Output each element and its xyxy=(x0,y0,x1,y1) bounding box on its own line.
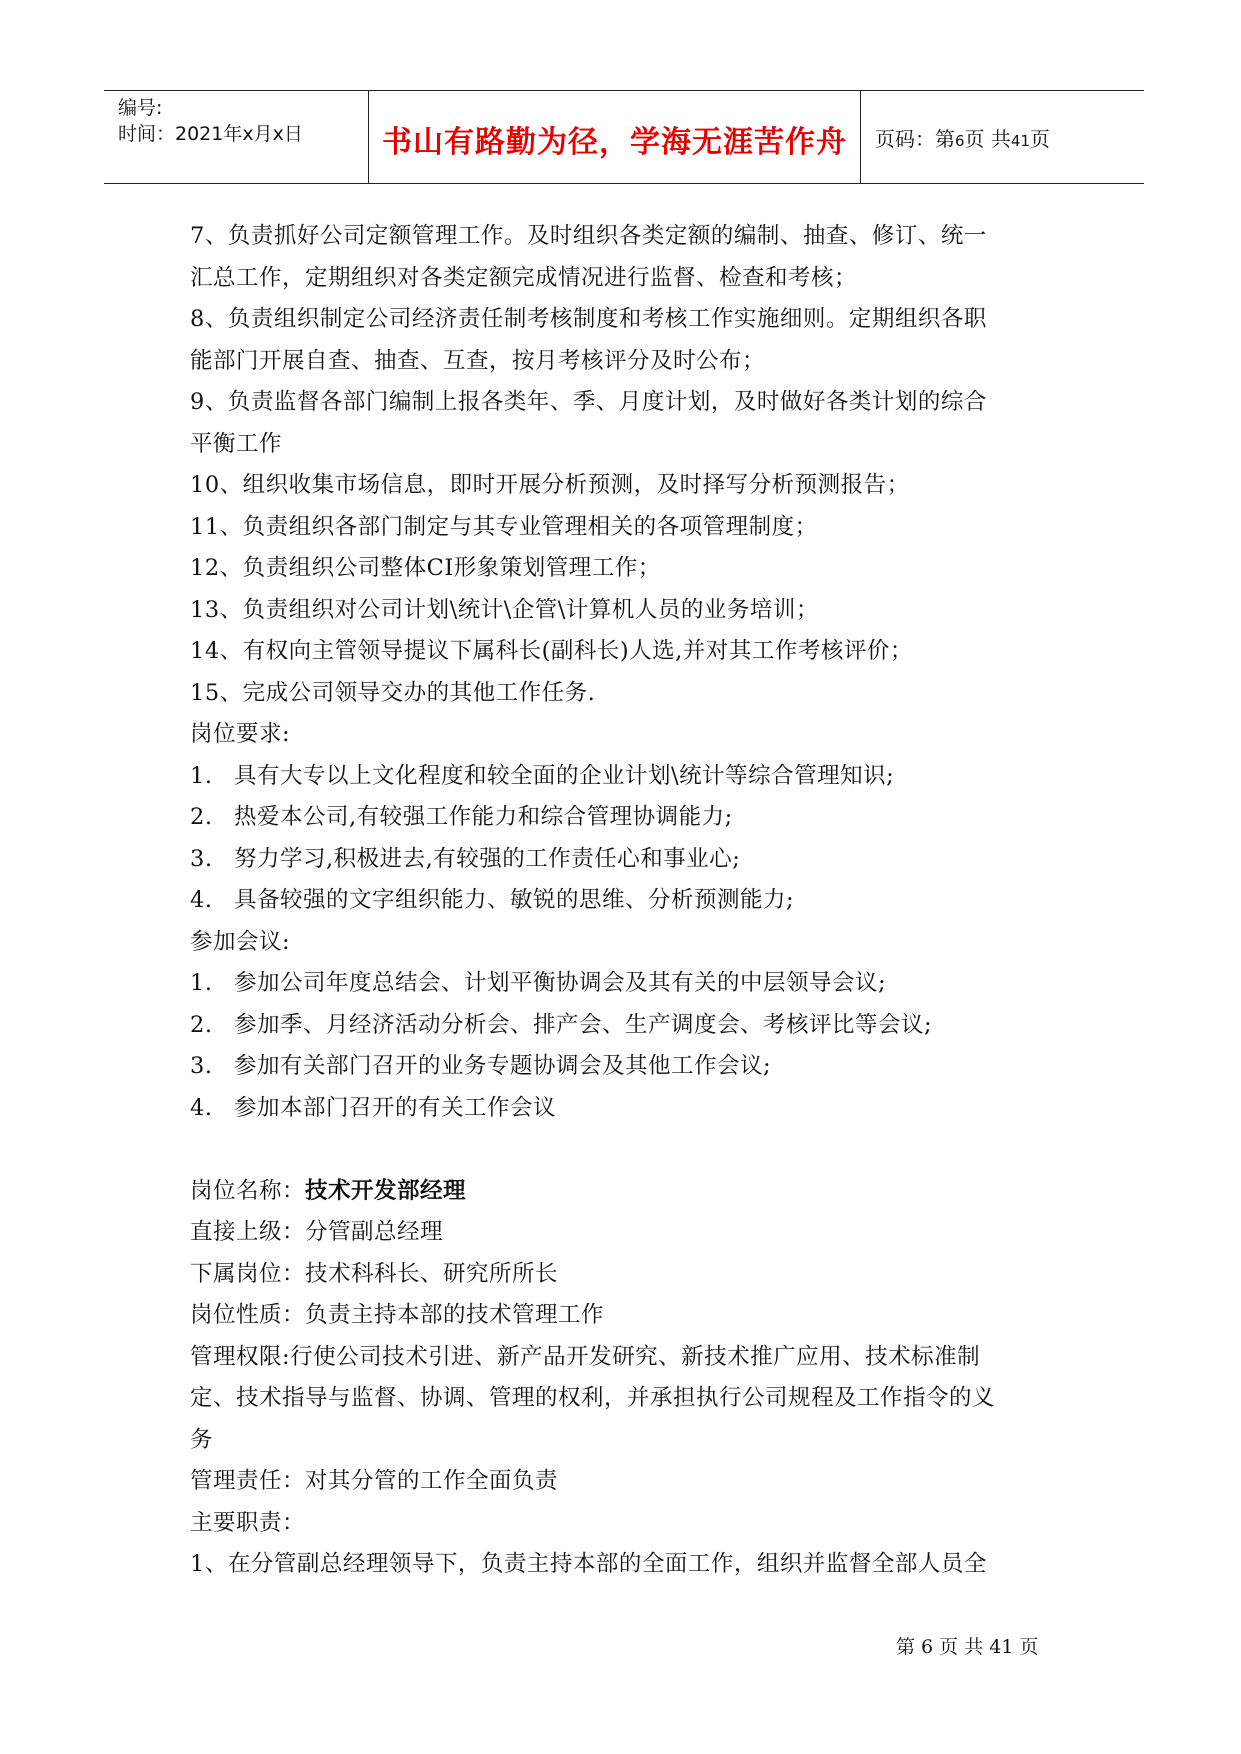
requirement-number: 2. xyxy=(190,804,213,830)
document-header xyxy=(104,90,1144,184)
nature-line: 岗位性质：负责主持本部的技术管理工作 xyxy=(190,1302,605,1328)
document-body xyxy=(190,216,1070,1586)
duty-line: 7、负责抓好公司定额管理工作。及时组织各类定额的编制、抽查、修订、统一 xyxy=(190,223,987,249)
page-suffix: 页 xyxy=(1030,127,1050,151)
duty-line: 10、组织收集市场信息，即时开展分析预测，及时择写分析预测报告； xyxy=(190,472,910,498)
header-middle-cell xyxy=(369,91,861,183)
authority-line: 务 xyxy=(190,1426,214,1453)
meeting-number: 1. xyxy=(190,970,213,996)
requirement-number: 1. xyxy=(190,762,213,789)
duty-line: 9、负责监督各部门编制上报各类年、季、月度计划，及时做好各类计划的综合 xyxy=(190,389,987,415)
duty-line: 15、完成公司领导交办的其他工作任务. xyxy=(190,679,596,706)
duty-line: 平衡工作 xyxy=(190,430,283,457)
spacer xyxy=(190,1129,1070,1171)
page-number: 6 xyxy=(955,132,965,150)
meeting-text: 参加公司年度总结会、计划平衡协调会及其有关的中层领导会议; xyxy=(234,970,887,996)
authority-line: 管理权限:行使公司技术引进、新产品开发研究、新技术推广应用、技术标准制 xyxy=(190,1343,981,1370)
meeting-text: 参加有关部门召开的业务专题协调会及其他工作会议; xyxy=(234,1053,772,1079)
subordinates-line: 下属岗位：技术科科长、研究所所长 xyxy=(190,1260,559,1287)
position-name-line xyxy=(190,1171,1070,1213)
authority-line: 定、技术指导与监督、协调、管理的权利，并承担执行公司规程及工作指令的义 xyxy=(190,1385,996,1411)
requirement-text: 具备较强的文字组织能力、敏锐的思维、分析预测能力; xyxy=(234,887,795,913)
meeting-number: 4. xyxy=(190,1094,213,1121)
duty-line: 14、有权向主管领导提议下属科长(副科长)人选,并对其工作考核评价； xyxy=(190,638,913,664)
motto: 书山有路勤为径，学海无涯苦作舟 xyxy=(382,125,847,160)
duty-line: 12、负责组织公司整体CI形象策划管理工作； xyxy=(190,555,661,581)
meeting-text: 参加季、月经济活动分析会、排产会、生产调度会、考核评比等会议; xyxy=(234,1011,933,1038)
requirement-item xyxy=(190,839,1070,881)
duty-line: 13、负责组织对公司计划\统计\企管\计算机人员的业务培训； xyxy=(190,596,819,623)
requirement-item xyxy=(190,756,1070,798)
requirements-title: 岗位要求: xyxy=(190,721,291,747)
page-footer: 第 6 页 共 41 页 xyxy=(896,1636,1039,1658)
meeting-item xyxy=(190,1005,1070,1047)
main-duty-line: 1、在分管副总经理领导下，负责主持本部的全面工作，组织并监督全部人员全 xyxy=(190,1551,987,1577)
requirement-text: 具有大专以上文化程度和较全面的企业计划\统计等综合管理知识; xyxy=(234,762,895,789)
duty-line: 能部门开展自查、抽查、互查，按月考核评分及时公布； xyxy=(190,347,766,374)
requirement-text: 热爱本公司,有较强工作能力和综合管理协调能力; xyxy=(234,804,733,830)
superior-line: 直接上级：分管副总经理 xyxy=(190,1219,444,1245)
meeting-number: 2. xyxy=(190,1011,213,1038)
requirement-item xyxy=(190,797,1070,839)
time-label: 时间：2021年x月x日 xyxy=(118,123,303,145)
page-info xyxy=(875,123,1050,152)
page-total: 41 xyxy=(1010,132,1030,150)
number-label: 编号: xyxy=(118,97,163,119)
duty-line: 8、负责组织制定公司经济责任制考核制度和考核工作实施细则。定期组织各职 xyxy=(190,306,987,332)
page-mid: 页 共 xyxy=(964,127,1011,151)
duty-line: 11、负责组织各部门制定与其专业管理相关的各项管理制度； xyxy=(190,513,818,540)
meeting-item xyxy=(190,1088,1070,1130)
header-left-cell xyxy=(104,91,369,183)
meeting-number: 3. xyxy=(190,1053,213,1079)
meetings-title: 参加会议: xyxy=(190,928,291,955)
requirement-text: 努力学习,积极进去,有较强的工作责任心和事业心; xyxy=(234,845,741,872)
requirement-number: 4. xyxy=(190,887,213,913)
position-label: 岗位名称： xyxy=(190,1177,306,1204)
page-prefix: 页码：第 xyxy=(875,127,955,151)
requirement-item xyxy=(190,880,1070,922)
meeting-text: 参加本部门召开的有关工作会议 xyxy=(234,1094,557,1121)
duty-line: 汇总工作，定期组织对各类定额完成情况进行监督、检查和考核； xyxy=(190,264,858,291)
meeting-item xyxy=(190,963,1070,1005)
position-name: 技术开发部经理 xyxy=(305,1177,467,1204)
main-duties-title: 主要职责： xyxy=(190,1509,306,1536)
requirement-number: 3. xyxy=(190,845,213,872)
responsibility-line: 管理责任：对其分管的工作全面负责 xyxy=(190,1468,559,1494)
header-right-cell xyxy=(861,91,1144,183)
meeting-item xyxy=(190,1046,1070,1088)
